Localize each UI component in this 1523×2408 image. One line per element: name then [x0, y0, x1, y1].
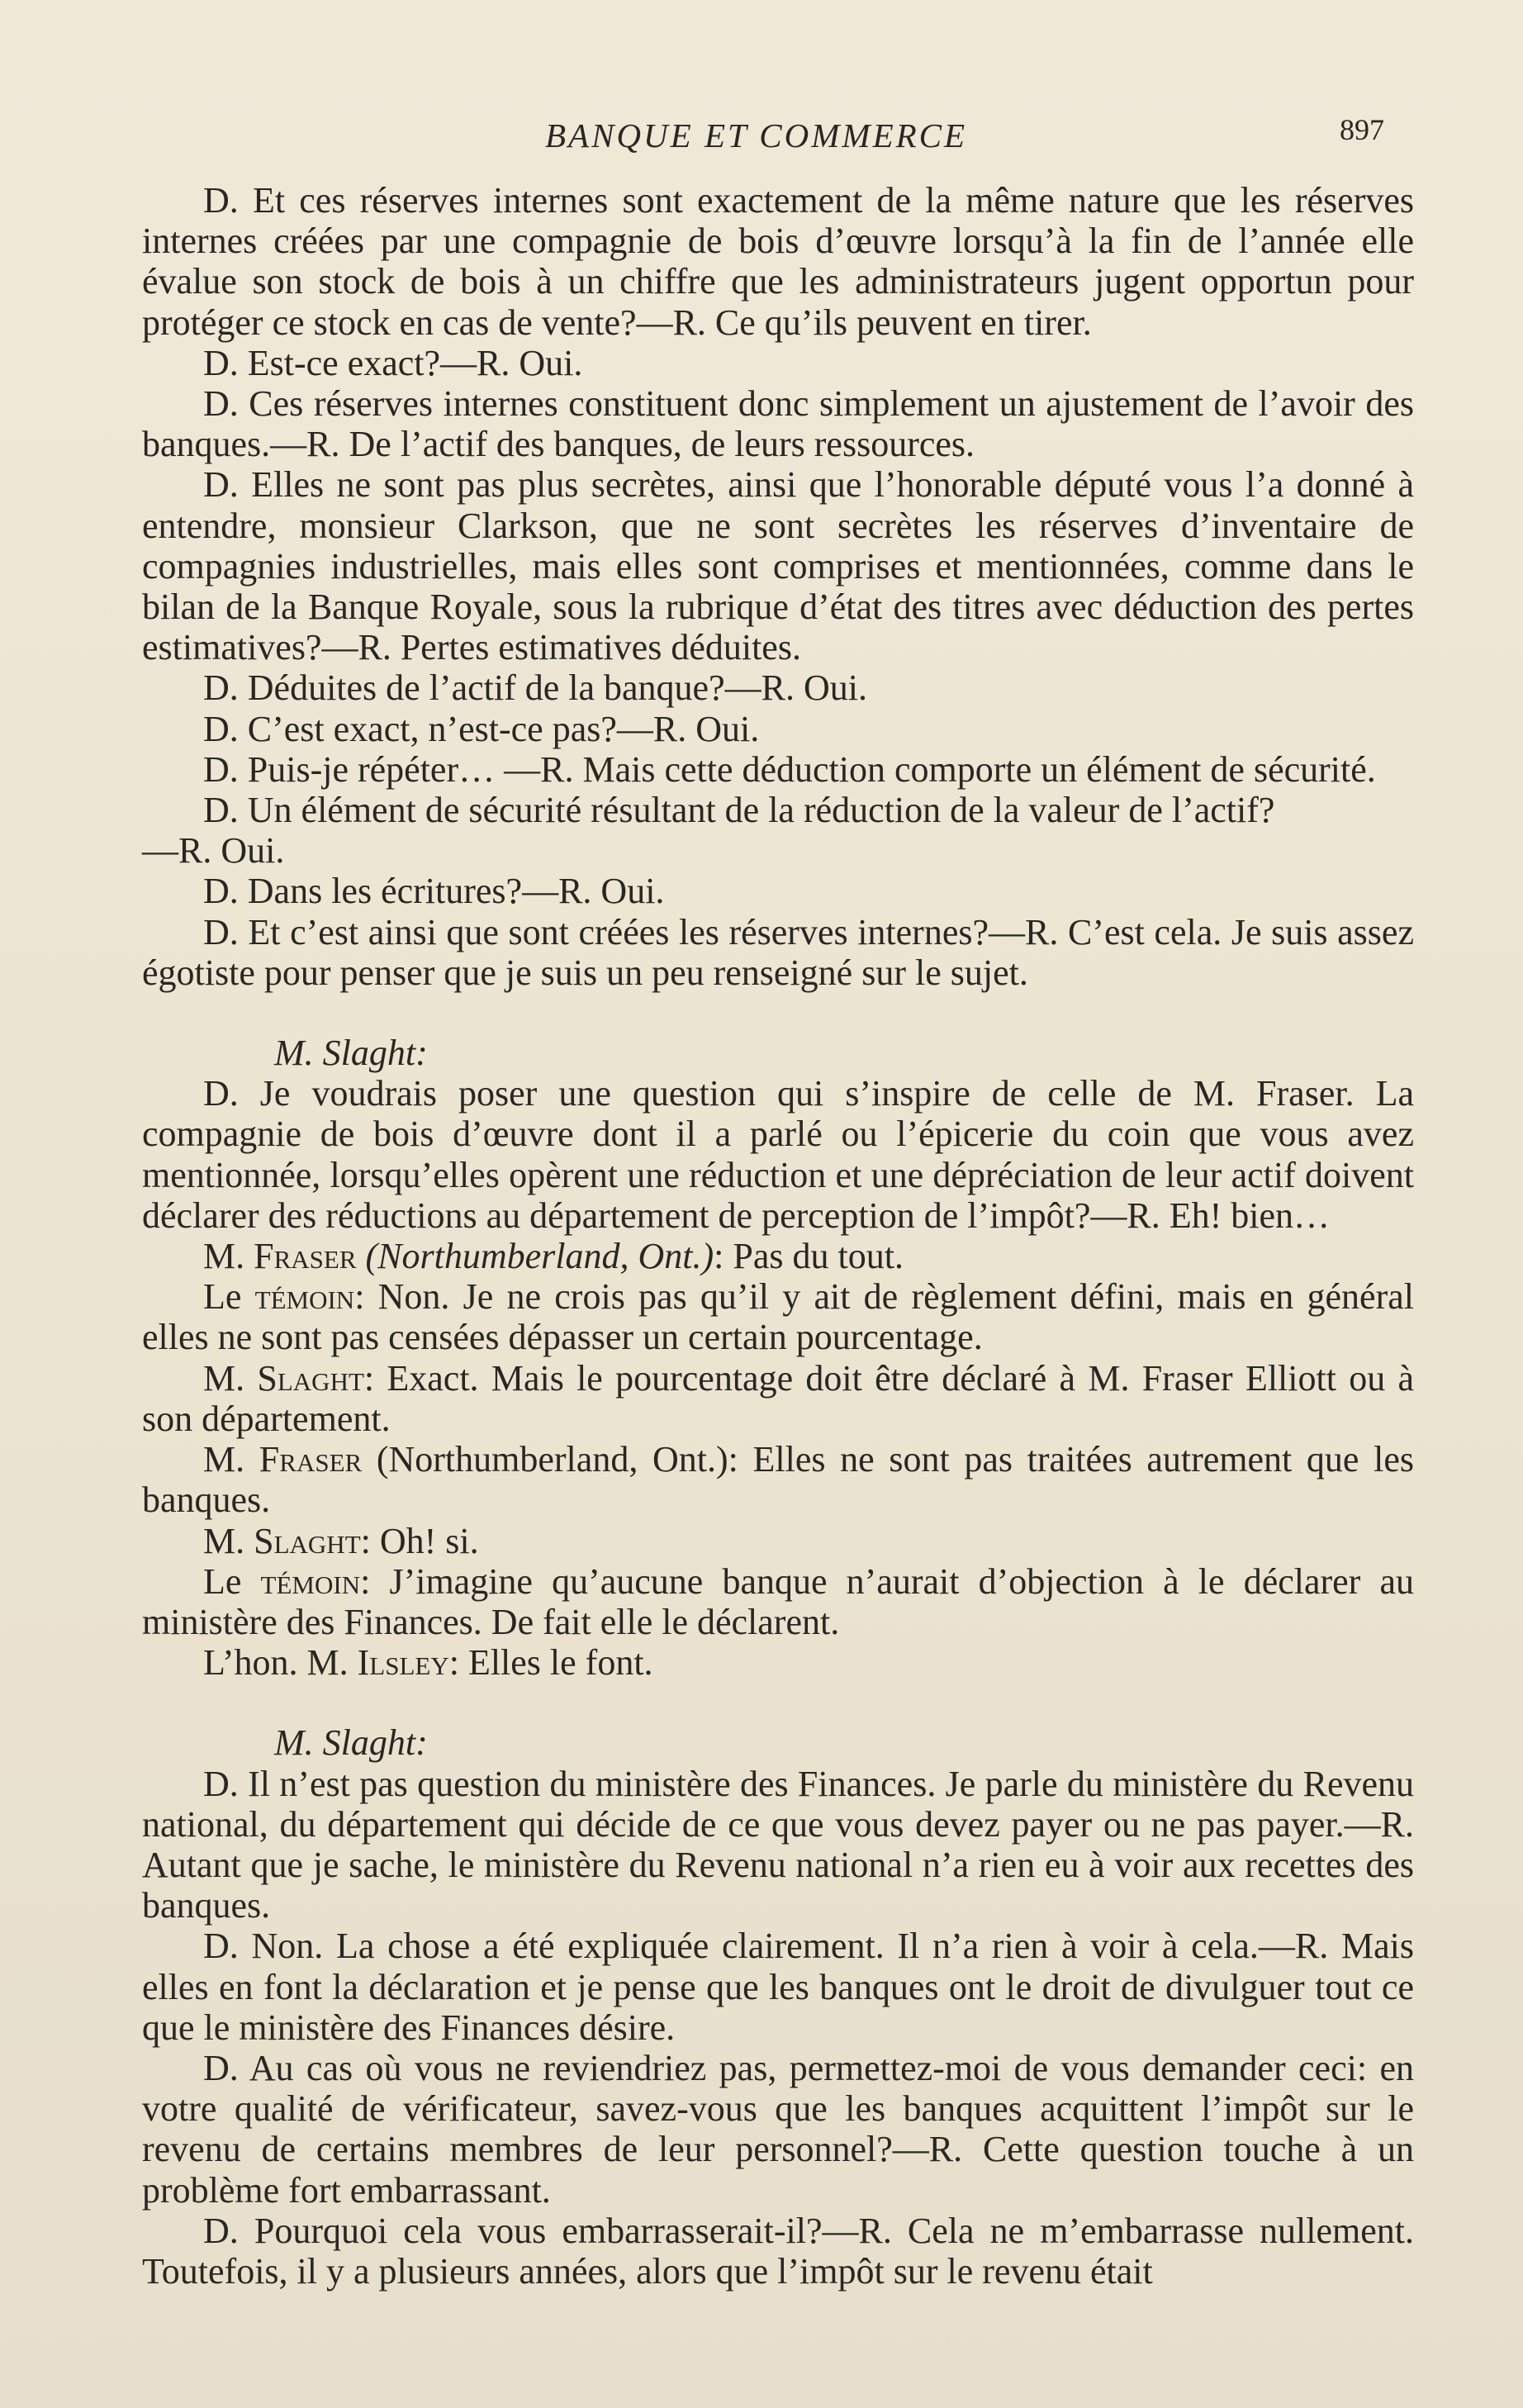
- speaker-name: Fraser: [254, 1236, 357, 1277]
- paragraph: D. Et c’est ainsi que sont créées les réserves internes?—R. C’est cela. Je suis assez égotiste pour penser que je suis un peu renseigné sur le sujet.: [142, 911, 1414, 993]
- paragraph: D. Au cas où vous ne reviendriez pas, permettez-moi de vous demander ceci: en votre qualité de vérificateur, savez-vous que les banques acquittent l’impôt sur le revenu de certains membres de leur personnel?—R. Cette question touche à un problème fort embarrassant.: [142, 2047, 1414, 2211]
- speech-text: : Pas du tout.: [714, 1236, 904, 1277]
- speaker-paragraph: [142, 1358, 1414, 1439]
- speaker-heading: M. Slaght:: [274, 1033, 428, 1074]
- paragraph: D. Je voudrais poser une question qui s’inspire de celle de M. Fraser. La compagnie de bois d’œuvre dont il a parlé ou l’épicerie du coin que vous avez mentionnée, lorsqu’elles opèrent une réduction et une dépréciation de leur actif doivent déclarer des réductions au département de perception de l’impôt?—R. Eh! bien…: [142, 1073, 1414, 1236]
- speaker-name: témoin: [260, 1560, 361, 1602]
- paragraph: D. Puis-je répéter… —R. Mais cette déduction comporte un élément de sécurité.: [203, 748, 1376, 790]
- paragraph: —R. Oui.: [142, 830, 285, 872]
- speaker-paragraph: [142, 1561, 1414, 1642]
- speaker-name: Fraser: [259, 1439, 363, 1480]
- speaker-paragraph: [142, 1236, 1414, 1276]
- paragraph: D. Un élément de sécurité résultant de la réduction de la valeur de l’actif?: [203, 790, 1275, 831]
- speaker-heading: M. Slaght:: [274, 1722, 428, 1764]
- paragraph: D. Non. La chose a été expliquée clairement. Il n’a rien à voir à cela.—R. Mais elles en font la déclaration et je pense que les banques ont le droit de divulguer tout ce que le ministère des Finances désire.: [142, 1926, 1414, 2048]
- paragraph: D. C’est exact, n’est-ce pas?—R. Oui.: [203, 708, 760, 749]
- speaker-honorific: M.: [203, 1439, 245, 1480]
- body-text: [142, 180, 1414, 2292]
- paragraph: D. Ces réserves internes constituent donc simplement un ajustement de l’avoir des banques.—R. De l’actif des banques, de leurs ressources.: [142, 383, 1414, 465]
- speaker-name: témoin: [254, 1276, 355, 1318]
- speaker-paragraph: [142, 1642, 1414, 1683]
- paragraph: D. Dans les écritures?—R. Oui.: [203, 871, 665, 912]
- speech-text: : Non. Je ne crois pas qu’il y ait de règlement défini, mais en général elles ne sont pas censées dépasser un certain pourcentage.: [142, 1276, 1414, 1358]
- paragraph: D. Déduites de l’actif de la banque?—R. Oui.: [203, 667, 867, 709]
- speaker-paragraph: [142, 1439, 1414, 1520]
- running-head: BANQUE ET COMMERCE: [545, 116, 968, 154]
- speaker-riding: (Northumberland, Ont.): [365, 1236, 714, 1277]
- speaker-paragraph: [142, 1521, 1414, 1561]
- paragraph: D. Pourquoi cela vous embarrasserait-il?—R. Cela ne m’embarrasse nullement. Toutefois, il y a plusieurs années, alors que l’impôt sur le revenu était: [142, 2210, 1414, 2292]
- speaker-honorific: M.: [203, 1357, 245, 1399]
- speech-text: : Exact. Mais le pourcentage doit être déclaré à M. Fraser Elliott ou à son département.: [142, 1357, 1414, 1439]
- speaker-honorific: M.: [203, 1520, 245, 1561]
- page-number: 897: [1340, 113, 1384, 146]
- speaker-honorific: M.: [203, 1236, 245, 1277]
- speaker-honorific: Le: [203, 1560, 242, 1602]
- speech-text: (Northumberland, Ont.): Elles ne sont pas traitées autrement que les banques.: [142, 1439, 1414, 1521]
- speaker-honorific: Le: [203, 1276, 242, 1318]
- speaker-name: Slaght: [257, 1357, 364, 1399]
- paragraph: D. Il n’est pas question du ministère des Finances. Je parle du ministère du Revenu national, du département qui décide de ce que vous devez payer ou ne pas payer.—R. Autant que je sache, le ministère du Revenu national n’a rien eu à voir aux recettes des banques.: [142, 1763, 1414, 1926]
- speech-text: : Oh! si.: [360, 1520, 479, 1561]
- paragraph: D. Et ces réserves internes sont exactement de la même nature que les réserves internes créées par une compagnie de bois d’œuvre lorsqu’à la fin de l’année elle évalue son stock de bois à un chiffre que les administrateurs jugent opportun pour protéger ce stock en cas de vente?—R. Ce qu’ils peuvent en tirer.: [142, 180, 1414, 343]
- paragraph: D. Elles ne sont pas plus secrètes, ainsi que l’honorable député vous l’a donné à entendre, monsieur Clarkson, que ne sont secrètes les réserves d’inventaire de compagnies industrielles, mais elles sont comprises et mentionnées, comme dans le bilan de la Banque Royale, sous la rubrique d’état des titres avec déduction des pertes estimatives?—R. Pertes estimatives déduites.: [142, 464, 1414, 668]
- speaker-name: Ilsley: [357, 1642, 449, 1684]
- speaker-name: Slaght: [254, 1520, 361, 1561]
- speaker-honorific: L’hon. M.: [203, 1642, 349, 1684]
- speaker-paragraph: [142, 1276, 1414, 1357]
- speech-text: : Elles le font.: [448, 1642, 653, 1684]
- speech-text: : J’imagine qu’aucune banque n’aurait d’objection à le déclarer au ministère des Finances. De fait elle le déclarent.: [142, 1560, 1415, 1642]
- paragraph: D. Est-ce exact?—R. Oui.: [203, 342, 583, 383]
